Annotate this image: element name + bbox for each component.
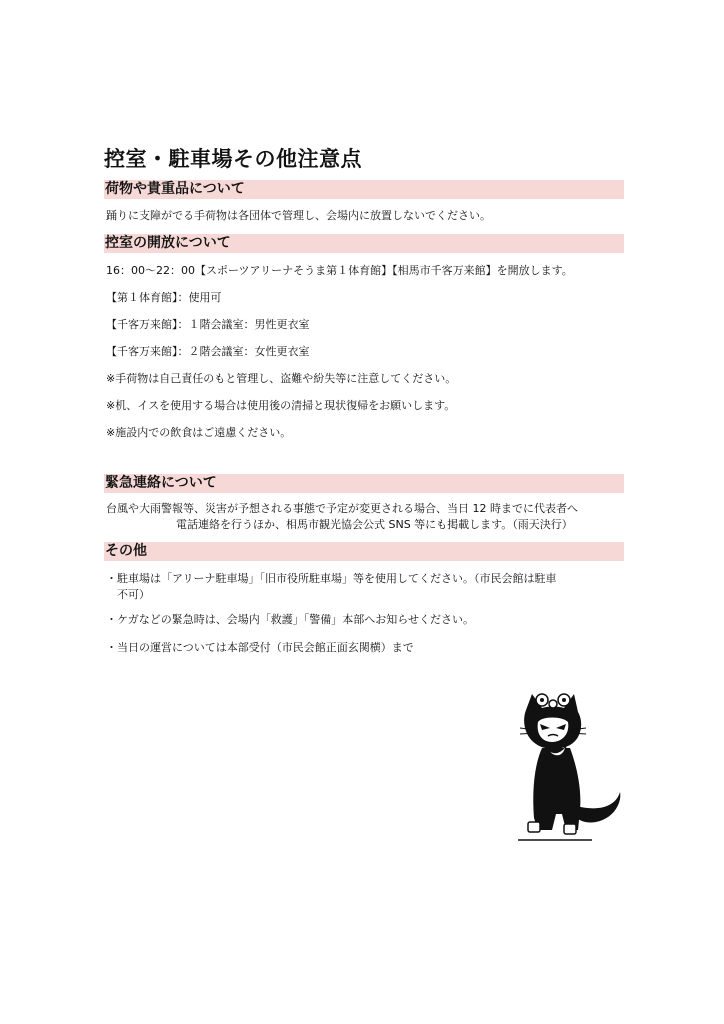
waiting-room-note-furniture: ※机、イスを使用する場合は使用後の清掃と現状復帰をお願いします。 bbox=[106, 399, 456, 412]
emergency-line-1: 台風や大雨警報等、災害が予想される事態で予定が変更される場合、当日 12 時までに代表者へ bbox=[106, 502, 578, 515]
waiting-room-note-food: ※施設内での飲食はご遠慮ください。 bbox=[106, 426, 292, 439]
page-title: 控室・駐車場その他注意点 bbox=[104, 147, 362, 171]
waiting-room-hours: 16：00〜22：00【スポーツアリーナそうま第１体育館】【相馬市千客万来館】を開放します。 bbox=[106, 264, 573, 277]
waiting-room-note-belongings: ※手荷物は自己責任のもと管理し、盗難や紛失等に注意してください。 bbox=[106, 372, 457, 385]
section-bar-other bbox=[104, 542, 624, 561]
belongings-note: 踊りに支障がでる手荷物は各団体で管理し、会場内に放置しないでください。 bbox=[106, 209, 491, 222]
section-heading-other: その他 bbox=[105, 543, 147, 559]
section-heading-emergency: 緊急連絡について bbox=[105, 475, 217, 491]
other-reception: ・当日の運営については本部受付（市民会館正面玄関横）まで bbox=[106, 641, 414, 654]
waiting-room-hall-1f: 【千客万来館】：１階会議室：男性更衣室 bbox=[106, 318, 310, 331]
waiting-room-gym: 【第１体育館】：使用可 bbox=[106, 291, 222, 304]
other-parking-line-1: ・駐車場は「アリーナ駐車場」「旧市役所駐車場」等を使用してください。（市民会館は駐車 bbox=[106, 572, 557, 585]
section-heading-waiting-room: 控室の開放について bbox=[105, 235, 231, 251]
other-parking-line-2: 不可） bbox=[106, 588, 150, 601]
other-emergency: ・ケガなどの緊急時は、会場内「救護」「警備」本部へお知らせください。 bbox=[106, 613, 474, 626]
waiting-room-hall-2f: 【千客万来館】：２階会議室：女性更衣室 bbox=[106, 345, 310, 358]
black-cat-mascot-icon bbox=[512, 688, 624, 852]
section-heading-belongings: 荷物や貴重品について bbox=[105, 181, 245, 197]
emergency-line-2: 電話連絡を行うほか、相馬市観光協会公式 SNS 等にも掲載します。（雨天決行） bbox=[176, 518, 573, 531]
